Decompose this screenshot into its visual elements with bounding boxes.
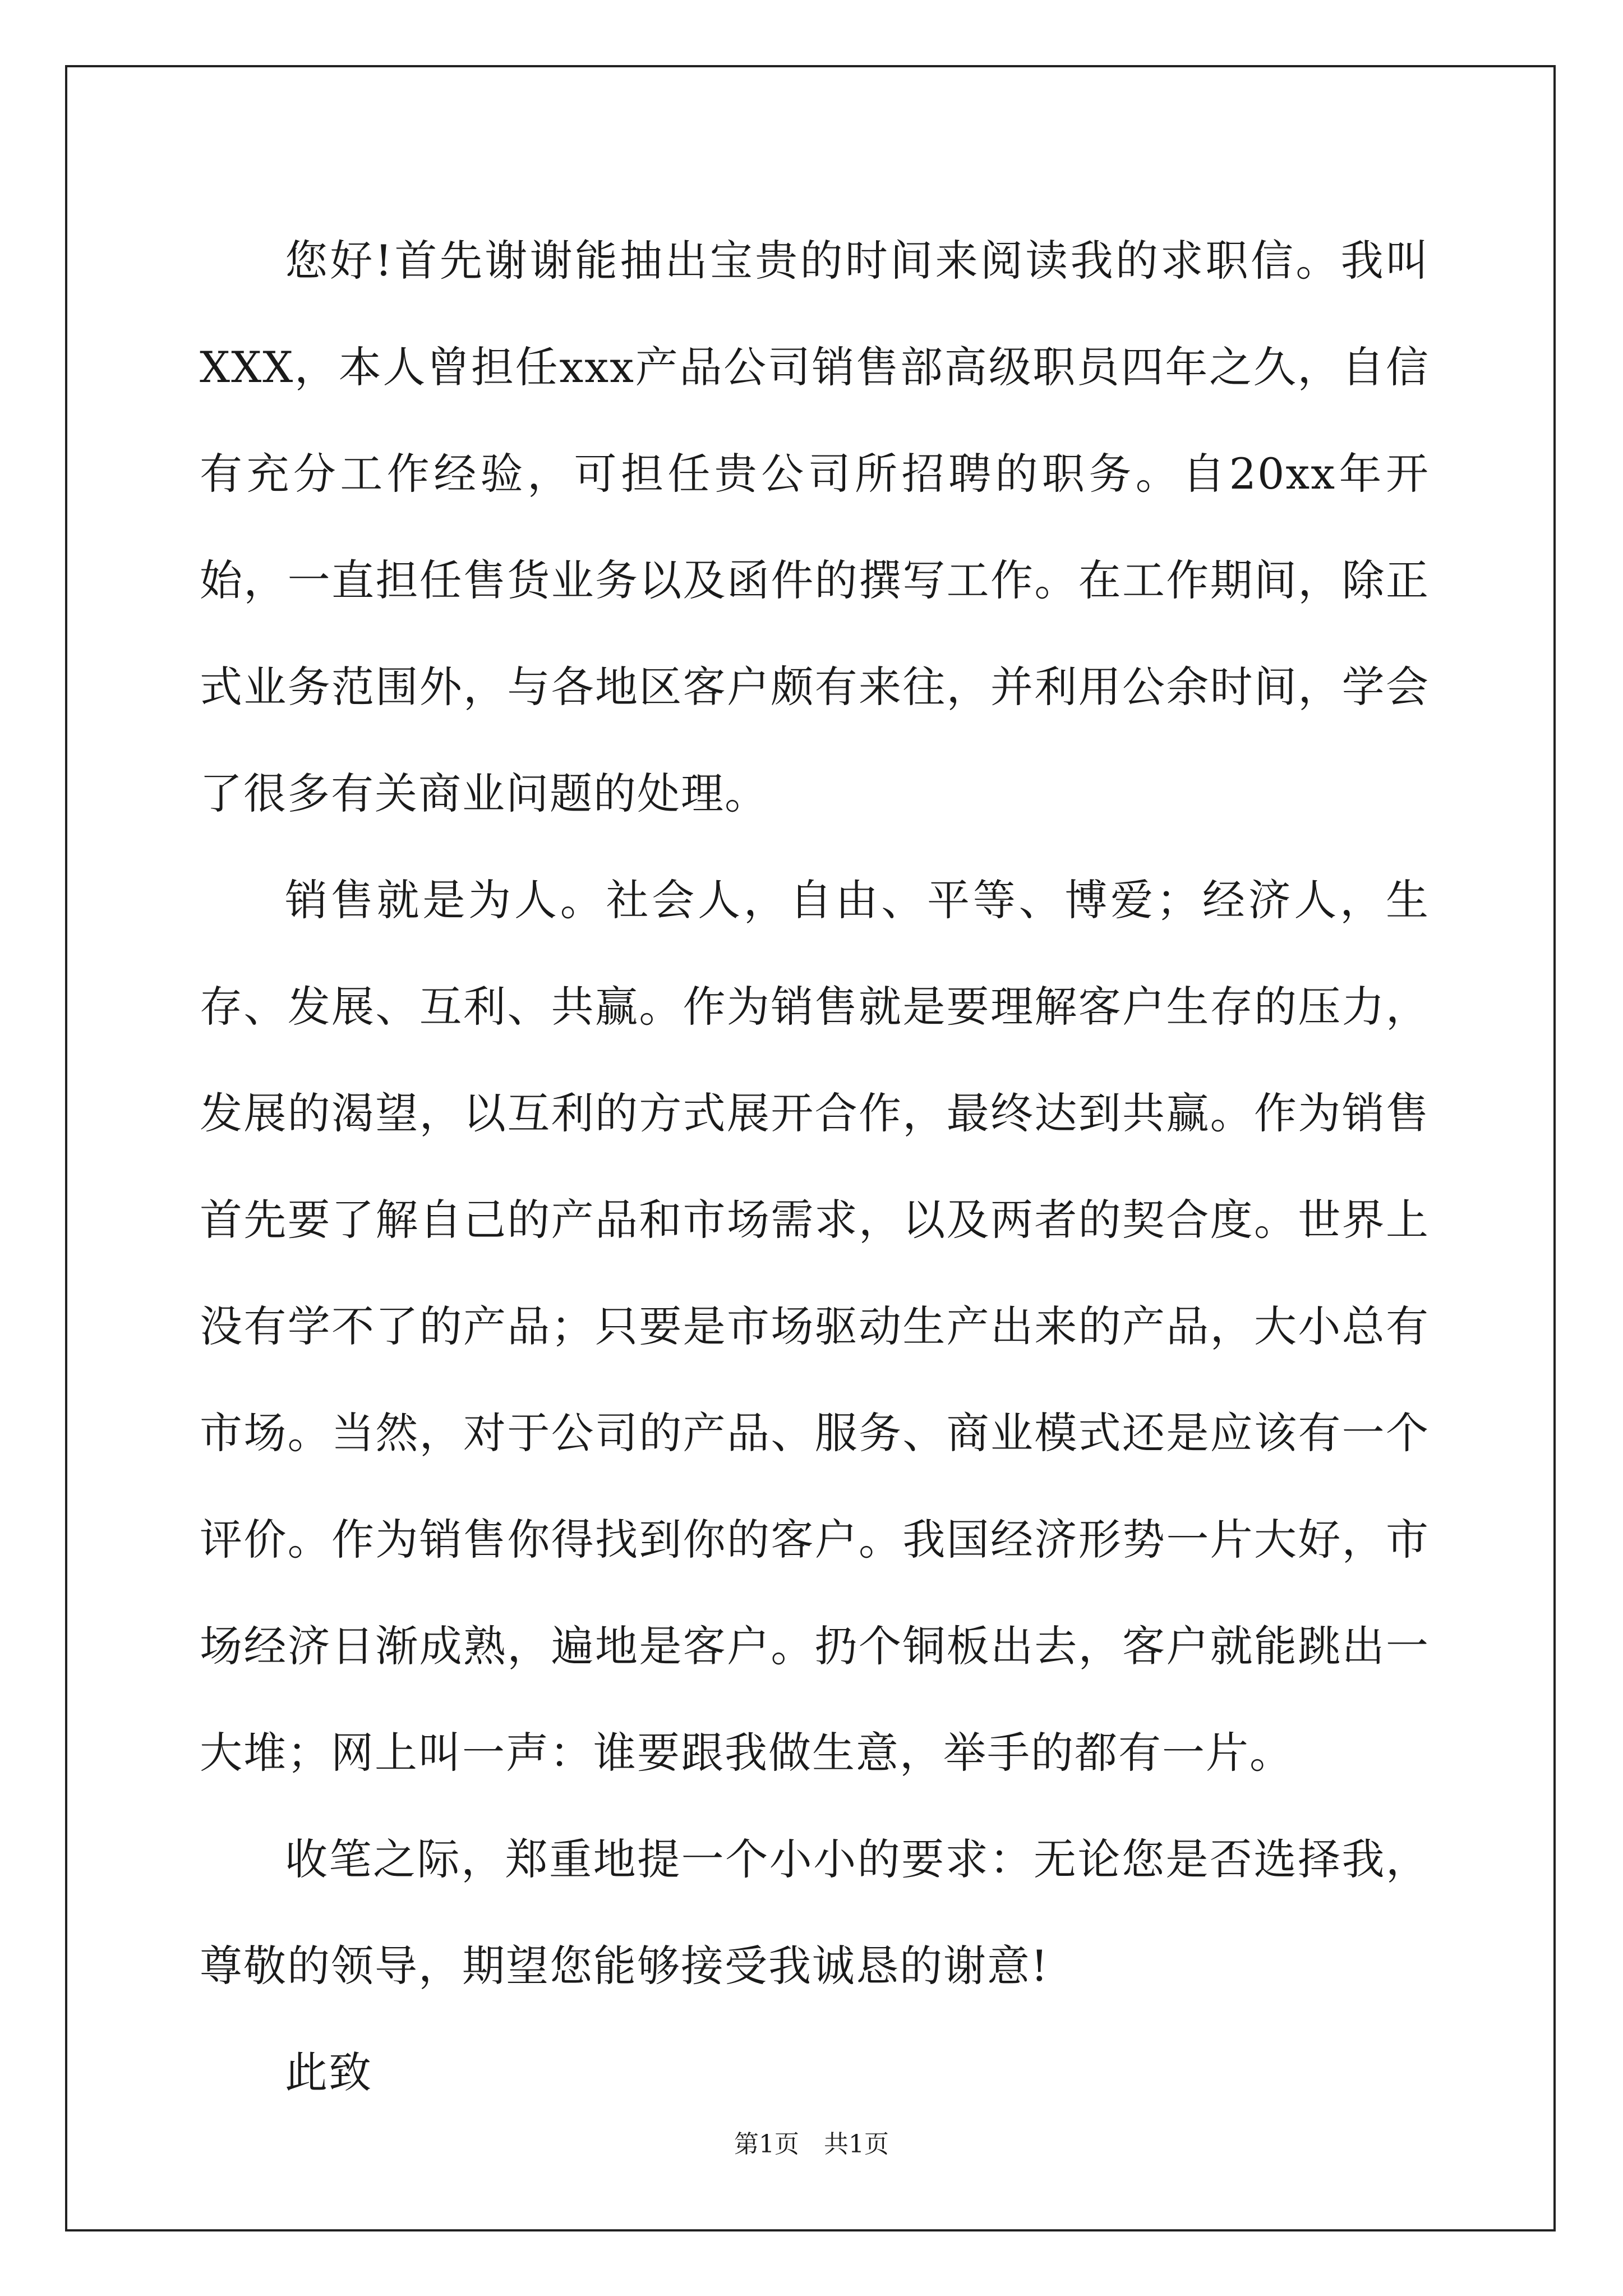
- paragraph-closing: 收笔之际，郑重地提一个小小的要求：无论您是否选择我，尊敬的领导，期望您能够接受我诚恳的谢意!: [200, 1834, 1430, 1991]
- paragraph-intro: 您好!首先谢谢能抽出宝贵的时间来阅读我的求职信。我叫XXX，本人曾担任xxx产品公司销售部高级职员四年之久，自信有充分工作经验，可担任贵公司所招聘的职务。自20xx年开始，一直担任售货业务以及函件的撰写工作。在工作期间，除正式业务范围外，与各地区客户颇有来往，并利用公余时间，学会了很多有关商业问题的处理。: [200, 236, 1430, 818]
- page-footer: [0, 2124, 1623, 2160]
- paragraph-salutation: 此致: [285, 2047, 372, 2097]
- paragraph-sales: 销售就是为人。社会人，自由、平等、博爱；经济人，生存、发展、互利、共赢。作为销售就是要理解客户生存的压力，发展的渴望，以互利的方式展开合作，最终达到共赢。作为销售首先要了解自己的产品和市场需求，以及两者的契合度。世界上没有学不了的产品；只要是市场驱动生产出来的产品，大小总有市场。当然，对于公司的产品、服务、商业模式还是应该有一个评价。作为销售你得找到你的客户。我国经济形势一片大好，市场经济日渐成熟，遍地是客户。扔个铜板出去，客户就能跳出一大堆；网上叫一声：谁要跟我做生意，举手的都有一片。: [200, 875, 1430, 1778]
- page-number: 第1页: [734, 2130, 799, 2159]
- page-total: 共1页: [824, 2130, 889, 2159]
- letter-body: [200, 208, 1430, 2126]
